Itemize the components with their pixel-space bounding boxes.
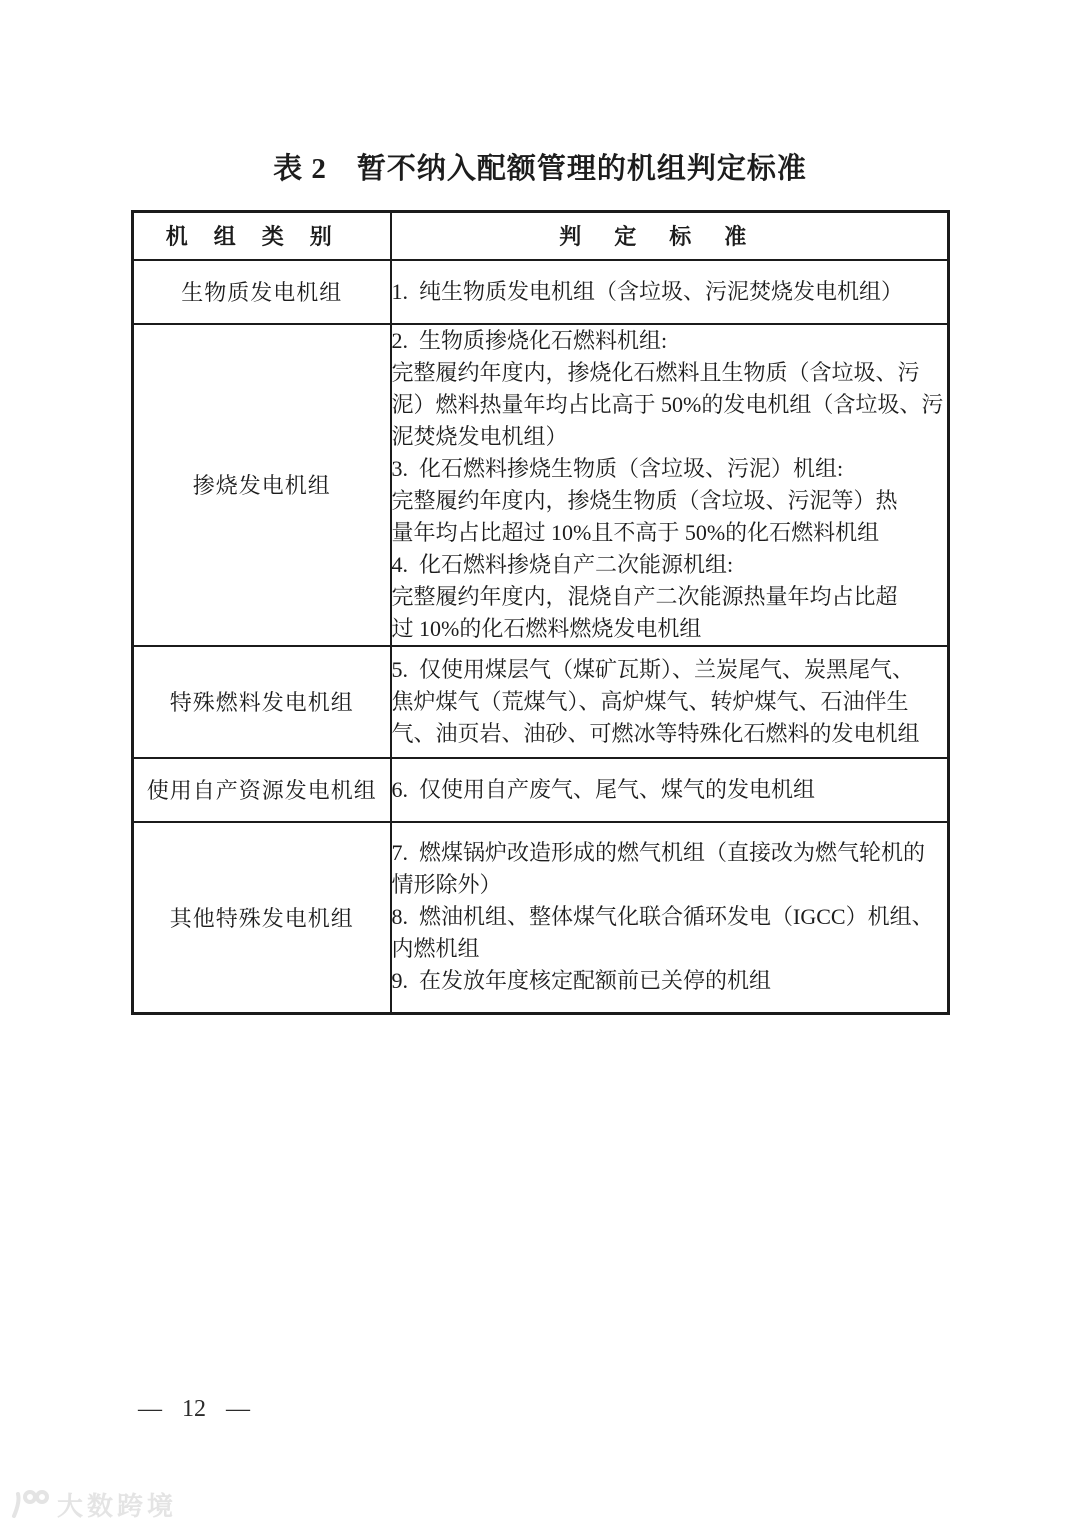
watermark-logo-icon <box>8 1488 50 1522</box>
table-container <box>131 210 950 1015</box>
header-criteria: 判定标准 <box>391 212 949 260</box>
table-row <box>133 324 949 646</box>
watermark <box>8 1486 177 1523</box>
criteria-line: 量年均占比超过 10%且不高于 50%的化石燃料机组 <box>391 519 880 545</box>
criteria-line: 焦炉煤气（荒煤气）、高炉煤气、转炉煤气、石油伴生 <box>391 688 909 714</box>
criteria-line: 7. 燃煤锅炉改造形成的燃气机组（直接改为燃气轮机的 <box>391 840 926 866</box>
criteria-cell <box>391 822 949 1014</box>
criteria-cell <box>391 758 949 822</box>
criteria-line: 4. 化石燃料掺烧自产二次能源机组: <box>391 551 734 577</box>
header-unit-category: 机组类别 <box>133 212 391 260</box>
criteria-line: 情形除外） <box>391 872 502 898</box>
table-row <box>133 260 949 324</box>
criteria-cell <box>391 646 949 758</box>
page-title: 表 2 暂不纳入配额管理的机组判定标准 <box>273 153 807 185</box>
unit-category-cell: 生物质发电机组 <box>133 260 391 324</box>
criteria-line: 气、油页岩、油砂、可燃冰等特殊化石燃料的发电机组 <box>391 720 920 746</box>
criteria-line: 完整履约年度内，掺烧生物质（含垃圾、污泥等）热 <box>391 487 898 513</box>
criteria-line: 9. 在发放年度核定配额前已关停的机组 <box>391 968 772 994</box>
table-row <box>133 646 949 758</box>
unit-category-cell: 掺烧发电机组 <box>133 324 391 646</box>
table-row <box>133 822 949 1014</box>
criteria-line: 1. 纯生物质发电机组（含垃圾、污泥焚烧发电机组） <box>391 278 904 304</box>
criteria-line: 2. 生物质掺烧化石燃料机组: <box>391 327 668 353</box>
criteria-line: 完整履约年度内，掺烧化石燃料且生物质（含垃圾、污 <box>391 359 920 385</box>
unit-category-cell: 使用自产资源发电机组 <box>133 758 391 822</box>
criteria-cell <box>391 260 949 324</box>
criteria-table <box>131 210 950 1015</box>
table-row <box>133 758 949 822</box>
criteria-line: 8. 燃油机组、整体煤气化联合循环发电（IGCC）机组、 <box>391 904 934 930</box>
criteria-line: 5. 仅使用煤层气（煤矿瓦斯）、兰炭尾气、炭黑尾气、 <box>391 656 915 682</box>
table-header-row <box>133 212 949 260</box>
criteria-line: 3. 化石燃料掺烧生物质（含垃圾、污泥）机组: <box>391 455 844 481</box>
criteria-line: 内燃机组 <box>391 936 480 962</box>
criteria-line: 泥焚烧发电机组） <box>391 423 568 449</box>
criteria-line: 6. 仅使用自产废气、尾气、煤气的发电机组 <box>391 776 816 802</box>
criteria-line: 完整履约年度内，混烧自产二次能源热量年均占比超 <box>391 583 898 609</box>
criteria-line: 泥）燃料热量年均占比高于 50%的发电机组（含垃圾、污 <box>391 391 944 417</box>
watermark-text: 大数跨境 <box>57 1491 178 1521</box>
criteria-cell <box>391 324 949 646</box>
criteria-line: 过 10%的化石燃料燃烧发电机组 <box>391 615 702 641</box>
unit-category-cell: 特殊燃料发电机组 <box>133 646 391 758</box>
page-number: — 12 — <box>138 1396 250 1422</box>
unit-category-cell: 其他特殊发电机组 <box>133 822 391 1014</box>
